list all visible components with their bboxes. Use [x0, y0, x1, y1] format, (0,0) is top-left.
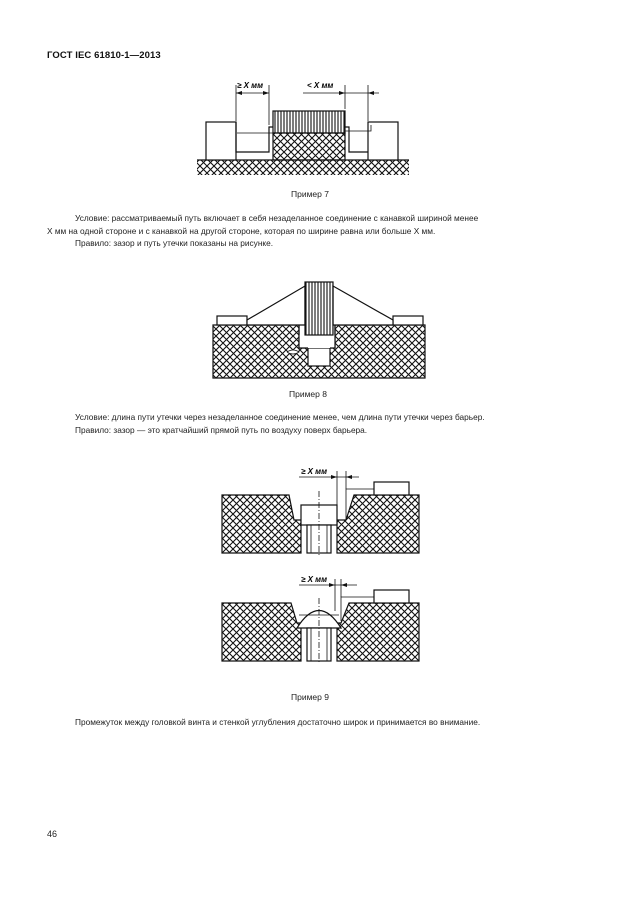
figure-8-condition: Условие: длина пути утечки через незаделанное соединение менее, чем длина пути утечки через барьер. — [75, 412, 485, 422]
dim-right-label: < X мм — [307, 81, 334, 90]
figure-9-note: Промежуток между головкой винта и стенкой углубления достаточно широк и принимается во внимание. — [75, 717, 481, 727]
figure-7-condition-line1: Условие: рассматриваемый путь включает в себя незаделанное соединение с канавкой шириной менее — [75, 213, 479, 223]
figure-7-text — [47, 212, 582, 250]
figure-8-text — [47, 411, 582, 436]
dim-left-label: ≥ X мм — [237, 81, 264, 90]
dim-bottom-label: ≥ X мм — [301, 575, 328, 584]
figure-7-rule: Правило: зазор и путь утечки показаны на рисунке. — [75, 238, 274, 249]
figure-9-text — [47, 716, 582, 729]
document-header: ГОСТ IEC 61810-1—2013 — [47, 50, 161, 61]
figure-7-diagram — [193, 75, 423, 180]
figure-7-caption: Пример 7 — [291, 189, 329, 199]
figure-9-caption: Пример 9 — [291, 692, 329, 702]
figure-8-rule: Правило: зазор — это кратчайший прямой путь по воздуху поверх барьера. — [75, 424, 368, 435]
dim-top-label: ≥ X мм — [301, 467, 328, 476]
figure-8-caption: Пример 8 — [289, 389, 327, 399]
figure-9-diagram-top — [219, 465, 424, 560]
figure-7-condition-line2: X мм на одной стороне и с канавкой на другой стороне, которая по ширине равна или больше X мм. — [47, 225, 436, 236]
page-number: 46 — [47, 829, 58, 839]
figure-8-diagram — [209, 280, 434, 380]
figure-9-diagram-bottom — [219, 573, 424, 668]
